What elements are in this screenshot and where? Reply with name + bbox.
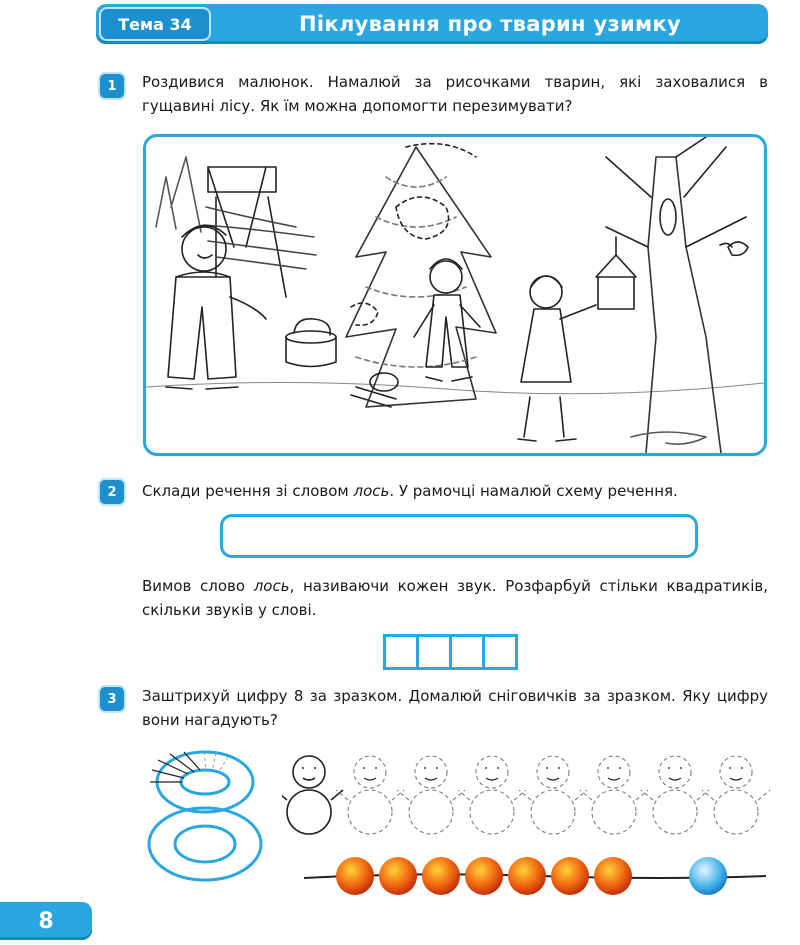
sound-square[interactable]: [482, 634, 518, 670]
snowman-dashed[interactable]: [397, 756, 465, 834]
page-title: Піклування про тварин узимку: [299, 12, 681, 36]
sentence-scheme-box[interactable]: [220, 514, 698, 558]
snowman-dashed[interactable]: [641, 756, 709, 834]
bead-orange: [508, 857, 546, 895]
task-1-text: Роздивися малюнок. Намалюй за рисочками тварин, які заховалися в гущавині лісу. Як їм можна допомогти перезимувати?: [142, 73, 768, 115]
task-2-sub-after: , називаючи кожен звук. Розфарбуй стільки квадратиків, скільки звуків у слові.: [142, 577, 768, 619]
task-2-text-after: . У рамочці намалюй схему речення.: [389, 482, 678, 500]
bead-orange: [336, 857, 374, 895]
snowmen-chain[interactable]: [282, 748, 772, 838]
sound-square[interactable]: [449, 634, 485, 670]
task-2-sub-word: лось: [253, 577, 290, 595]
bead-orange: [551, 857, 589, 895]
bead-orange: [594, 857, 632, 895]
bead-orange: [465, 857, 503, 895]
page-number: 8: [0, 902, 92, 940]
sound-square[interactable]: [383, 634, 419, 670]
task-2-word: лось: [353, 482, 390, 500]
topic-label: Тема 34: [99, 7, 211, 41]
task-number-3: 3: [100, 687, 124, 711]
task-2-text-before: Склади речення зі словом: [142, 482, 354, 500]
snowman-dashed[interactable]: [458, 756, 526, 834]
task-3-text: Заштрихуй цифру 8 за зразком. Домалюй сніговичків за зразком. Яку цифру вони нагадують?: [142, 687, 768, 729]
winter-forest-illustration: [143, 134, 767, 456]
task-2-subtask-text: [142, 574, 768, 622]
task-2-sub-before: Вимов слово: [142, 577, 254, 595]
sound-squares: [383, 634, 515, 670]
snowman-dashed[interactable]: [702, 756, 770, 834]
illustration-svg: [146, 137, 764, 453]
snowman-dashed[interactable]: [336, 756, 404, 834]
snowman-dashed[interactable]: [519, 756, 587, 834]
sound-square[interactable]: [416, 634, 452, 670]
bead-string: [300, 846, 770, 906]
task-number-1: 1: [100, 74, 124, 98]
task-2-text: [142, 479, 772, 503]
snowman-sample: [282, 756, 343, 834]
bead-orange: [422, 857, 460, 895]
bead-blue: [689, 857, 727, 895]
task-number-2: 2: [100, 480, 124, 504]
bead-orange: [379, 857, 417, 895]
snowman-dashed[interactable]: [580, 756, 648, 834]
digit-8-tracing[interactable]: [142, 748, 272, 883]
